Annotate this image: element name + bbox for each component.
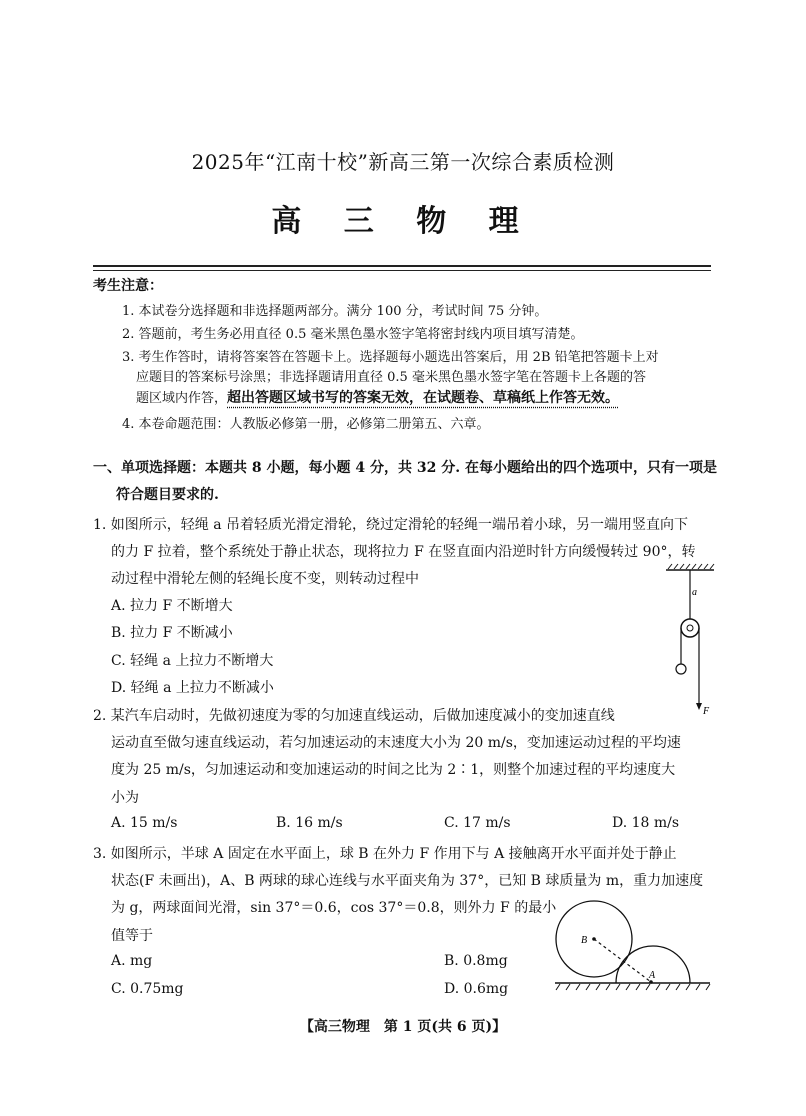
q3-line-1: 3. 如图所示，半球 A 固定在水平面上，球 B 在外力 F 作用下与 A 接触离开水平面并处于静止 (93, 846, 677, 862)
q3-line-4: 值等于 (111, 928, 153, 944)
page-footer: 【高三物理 第 1 页(共 6 页)】 (299, 1019, 507, 1035)
section-heading-cont: 符合题目要求的. (116, 487, 219, 503)
ball (676, 664, 686, 674)
label-a: A (649, 970, 656, 981)
q3-line-2: 状态(F 未画出)，A、B 两球的球心连线与水平面夹角为 37°，已知 B 球质量为 m，重力加速度 (111, 873, 704, 889)
notice-item-1: 1. 本试卷分选择题和非选择题两部分。满分 100 分，考试时间 75 分钟。 (122, 304, 548, 319)
notice-item-2: 2. 答题前，考生务必用直径 0.5 毫米黑色墨水签字笔将密封线内项目填写清楚。 (122, 327, 584, 342)
q2-option-c: C. 17 m/s (444, 815, 511, 831)
exam-subject: 高 三 物 理 (271, 204, 535, 239)
spheres-figure (550, 893, 715, 998)
notice-item-3-cont: 应题目的答案标号涂黑；非选择题请用直径 0.5 毫米黑色墨水签字笔在答题卡上各题的答 (136, 370, 646, 385)
q3-option-b: B. 0.8mg (444, 953, 508, 969)
pulley-axle (687, 625, 693, 631)
notice-item-3-tail: 题区域内作答， (136, 391, 228, 406)
q1-option-c: C. 轻绳 a 上拉力不断增大 (111, 653, 274, 669)
q1-line-2: 的力 F 拉着，整个系统处于静止状态，现将拉力 F 在竖直面内沿逆时针方向缓慢转过 90°，转 (111, 544, 696, 560)
q1-option-d: D. 轻绳 a 上拉力不断减小 (111, 680, 274, 696)
exam-title: 2025年“江南十校”新高三第一次综合素质检测 (191, 150, 615, 174)
q2-option-d: D. 18 m/s (612, 815, 680, 831)
q1-option-b: B. 拉力 F 不断减小 (111, 625, 233, 641)
divider-thin (93, 270, 711, 271)
notice-item-3-end (136, 387, 619, 407)
pulley-figure (660, 562, 720, 722)
label-b: B (581, 935, 588, 946)
q1-line-1: 1. 如图所示，轻绳 a 吊着轻质光滑定滑轮，绕过定滑轮的轻绳一端吊着小球，另一端用竖直向下 (93, 517, 689, 533)
notice-warning: 超出答题区域书写的答案无效，在试题卷、草稿纸上作答无效。 (227, 390, 620, 406)
q2-line-2: 运动直至做匀速直线运动，若匀加速运动的末速度大小为 20 m/s，变加速运动过程的平均速 (111, 735, 681, 751)
force-arrow (696, 703, 702, 710)
section-heading: 一、单项选择题：本题共 8 小题，每小题 4 分，共 32 分. 在每小题给出的四个选项中，只有一项是 (93, 460, 717, 476)
force-label: F (703, 706, 710, 717)
notice-heading: 考生注意： (93, 278, 163, 294)
notice-item-4: 4. 本卷命题范围：人教版必修第一册，必修第二册第五、六章。 (122, 417, 490, 432)
q3-option-a: A. mg (111, 953, 153, 969)
q2-line-4: 小为 (111, 790, 139, 806)
ceiling-hatch (668, 564, 714, 569)
q3-line-3: 为 g，两球面间光滑，sin 37°＝0.6，cos 37°＝0.8，则外力 F 的最小 (111, 900, 557, 916)
q2-option-b: B. 16 m/s (276, 815, 343, 831)
q1-line-3: 动过程中滑轮左侧的轻绳长度不变，则转动过程中 (111, 571, 419, 587)
q2-option-a: A. 15 m/s (111, 815, 178, 831)
q1-option-a: A. 拉力 F 不断增大 (111, 598, 233, 614)
notice-item-3: 3. 考生作答时，请将答案答在答题卡上。选择题每小题选出答案后，用 2B 铅笔把答题卡上对 (122, 350, 659, 365)
q2-line-3: 度为 25 m/s，匀加速运动和变加速运动的时间之比为 2∶1，则整个加速过程的平均速度大 (111, 762, 676, 778)
ground-hatch (556, 984, 710, 990)
center-b (592, 937, 596, 941)
q2-line-1: 2. 某汽车启动时，先做初速度为零的匀加速直线运动，后做加速度减小的变加速直线 (93, 708, 615, 724)
q3-option-d: D. 0.6mg (444, 981, 509, 997)
divider-thick (93, 265, 711, 267)
rope-a-label: a (692, 587, 697, 598)
q3-option-c: C. 0.75mg (111, 981, 184, 997)
pulley (681, 619, 699, 637)
